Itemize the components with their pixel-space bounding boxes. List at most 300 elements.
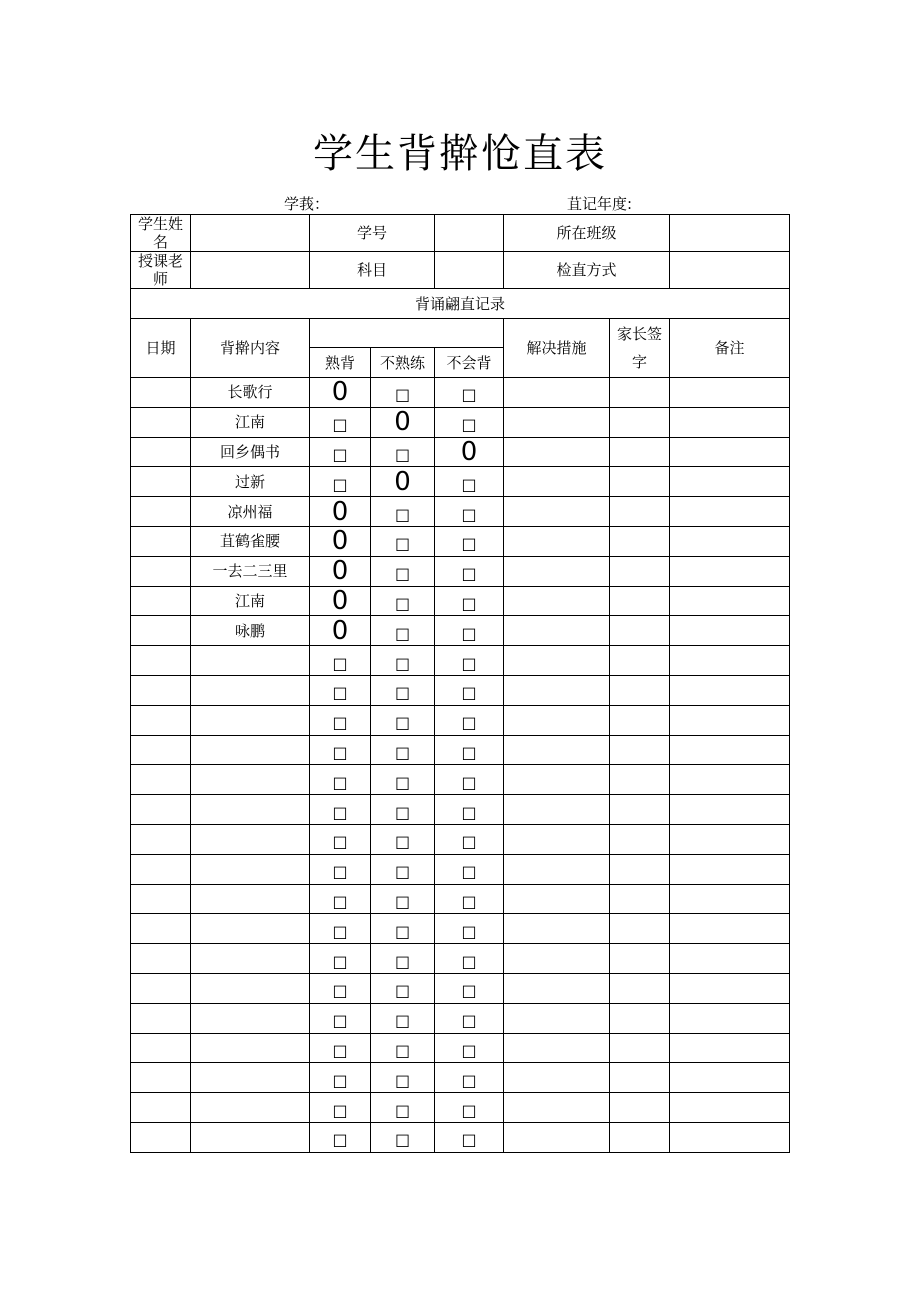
record-date-cell[interactable] xyxy=(131,1003,191,1033)
record-not-fluent-cell[interactable] xyxy=(371,795,435,825)
record-remarks-cell[interactable] xyxy=(670,1003,790,1033)
record-cannot-cell[interactable] xyxy=(435,1063,504,1093)
record-row xyxy=(131,795,790,825)
record-solution-cell[interactable] xyxy=(504,1122,610,1152)
record-not-fluent-cell[interactable] xyxy=(371,378,435,408)
record-not-fluent-cell[interactable] xyxy=(371,1093,435,1123)
checkbox-icon[interactable]: □ xyxy=(394,862,411,882)
checkbox-icon[interactable]: □ xyxy=(332,832,348,852)
record-content-cell[interactable] xyxy=(191,884,310,914)
record-cannot-cell[interactable] xyxy=(435,1033,504,1063)
record-fluent-cell[interactable] xyxy=(310,646,371,676)
record-solution-cell[interactable] xyxy=(504,1033,610,1063)
checkbox-icon[interactable]: □ xyxy=(394,444,411,464)
checked-mark[interactable]: 0 xyxy=(331,526,349,557)
record-fluent-cell[interactable] xyxy=(310,526,371,556)
record-content-cell[interactable] xyxy=(191,973,310,1003)
checkbox-icon[interactable]: □ xyxy=(461,772,477,792)
record-cannot-cell[interactable] xyxy=(435,556,504,586)
record-remarks-cell[interactable] xyxy=(670,675,790,705)
record-not-fluent-cell[interactable] xyxy=(371,914,435,944)
record-solution-cell[interactable] xyxy=(504,1093,610,1123)
record-remarks-cell[interactable] xyxy=(670,914,790,944)
checked-mark[interactable]: 0 xyxy=(394,407,411,438)
record-date-cell[interactable] xyxy=(131,1063,191,1093)
record-content-cell[interactable] xyxy=(191,854,310,884)
record-cannot-cell[interactable] xyxy=(435,854,504,884)
checkbox-icon[interactable]: □ xyxy=(394,1040,411,1060)
record-content-cell[interactable]: 凉州福 xyxy=(191,497,310,527)
record-content-cell[interactable]: 苴鹤雀腰 xyxy=(191,526,310,556)
record-content-cell[interactable]: 长歌行 xyxy=(191,378,310,408)
checkbox-icon[interactable]: □ xyxy=(394,1070,411,1090)
record-date-cell[interactable] xyxy=(131,944,191,974)
record-content-cell[interactable] xyxy=(191,765,310,795)
class-field[interactable] xyxy=(670,215,790,252)
checkbox-icon[interactable]: □ xyxy=(461,713,477,733)
record-parent-sign-cell[interactable] xyxy=(610,1063,670,1093)
record-remarks-cell[interactable] xyxy=(670,884,790,914)
record-not-fluent-cell[interactable] xyxy=(371,824,435,854)
record-date-cell[interactable] xyxy=(131,884,191,914)
checked-mark[interactable]: 0 xyxy=(331,496,349,527)
checkbox-icon[interactable]: □ xyxy=(332,1130,348,1150)
record-remarks-cell[interactable] xyxy=(670,437,790,467)
record-content-cell[interactable] xyxy=(191,646,310,676)
record-date-cell[interactable] xyxy=(131,616,191,646)
record-remarks-cell[interactable] xyxy=(670,944,790,974)
checkbox-icon[interactable]: □ xyxy=(332,921,348,941)
record-content-cell[interactable] xyxy=(191,944,310,974)
checkbox-icon[interactable]: □ xyxy=(461,981,477,1001)
record-fluent-cell[interactable] xyxy=(310,765,371,795)
record-solution-cell[interactable] xyxy=(504,378,610,408)
record-fluent-cell[interactable] xyxy=(310,407,371,437)
checkbox-icon[interactable]: □ xyxy=(461,862,477,882)
record-cannot-cell[interactable] xyxy=(435,705,504,735)
record-parent-sign-cell[interactable] xyxy=(610,497,670,527)
record-solution-cell[interactable] xyxy=(504,646,610,676)
checkbox-icon[interactable]: □ xyxy=(394,653,411,673)
record-cannot-cell[interactable] xyxy=(435,586,504,616)
record-parent-sign-cell[interactable] xyxy=(610,1093,670,1123)
record-solution-cell[interactable] xyxy=(504,616,610,646)
record-cannot-cell[interactable] xyxy=(435,1122,504,1152)
checkbox-icon[interactable]: □ xyxy=(332,951,348,971)
record-not-fluent-cell[interactable] xyxy=(371,675,435,705)
checkbox-icon[interactable]: □ xyxy=(394,772,411,792)
record-not-fluent-cell[interactable] xyxy=(371,884,435,914)
record-date-cell[interactable] xyxy=(131,705,191,735)
record-parent-sign-cell[interactable] xyxy=(610,1122,670,1152)
checkbox-icon[interactable]: □ xyxy=(394,713,411,733)
checkbox-icon[interactable]: □ xyxy=(332,891,348,911)
checked-mark[interactable]: 0 xyxy=(331,615,349,646)
record-remarks-cell[interactable] xyxy=(670,646,790,676)
checkbox-icon[interactable]: □ xyxy=(461,832,477,852)
record-remarks-cell[interactable] xyxy=(670,526,790,556)
record-solution-cell[interactable] xyxy=(504,824,610,854)
record-date-cell[interactable] xyxy=(131,378,191,408)
record-content-cell[interactable] xyxy=(191,914,310,944)
record-cannot-cell[interactable] xyxy=(435,437,504,467)
record-remarks-cell[interactable] xyxy=(670,705,790,735)
record-not-fluent-cell[interactable] xyxy=(371,586,435,616)
checkbox-icon[interactable]: □ xyxy=(461,1011,477,1031)
checkbox-icon[interactable]: □ xyxy=(394,385,411,405)
record-fluent-cell[interactable] xyxy=(310,378,371,408)
record-fluent-cell[interactable] xyxy=(310,467,371,497)
record-date-cell[interactable] xyxy=(131,854,191,884)
record-solution-cell[interactable] xyxy=(504,735,610,765)
checkbox-icon[interactable]: □ xyxy=(394,1100,411,1120)
record-content-cell[interactable]: 过新 xyxy=(191,467,310,497)
record-cannot-cell[interactable] xyxy=(435,973,504,1003)
record-remarks-cell[interactable] xyxy=(670,378,790,408)
checkbox-icon[interactable]: □ xyxy=(394,802,411,822)
record-content-cell[interactable]: 江南 xyxy=(191,586,310,616)
student-id-label: 学号 xyxy=(310,215,435,252)
record-parent-sign-cell[interactable] xyxy=(610,1033,670,1063)
checkbox-icon[interactable]: □ xyxy=(461,653,477,673)
record-not-fluent-cell[interactable] xyxy=(371,765,435,795)
record-not-fluent-cell[interactable] xyxy=(371,735,435,765)
class-label: 所在班级 xyxy=(504,215,670,252)
record-not-fluent-cell[interactable] xyxy=(371,407,435,437)
record-fluent-cell[interactable] xyxy=(310,675,371,705)
record-content-cell[interactable] xyxy=(191,1033,310,1063)
checkbox-icon[interactable]: □ xyxy=(332,772,348,792)
record-remarks-cell[interactable] xyxy=(670,973,790,1003)
check-method-field[interactable] xyxy=(670,252,790,289)
checkbox-icon[interactable]: □ xyxy=(332,713,348,733)
checkbox-icon[interactable]: □ xyxy=(332,742,348,762)
record-parent-sign-cell[interactable] xyxy=(610,675,670,705)
record-date-cell[interactable] xyxy=(131,407,191,437)
record-parent-sign-cell[interactable] xyxy=(610,1003,670,1033)
record-cannot-cell[interactable] xyxy=(435,526,504,556)
checkbox-icon[interactable]: □ xyxy=(394,534,411,554)
record-not-fluent-cell[interactable] xyxy=(371,1033,435,1063)
record-not-fluent-cell[interactable] xyxy=(371,467,435,497)
record-remarks-cell[interactable] xyxy=(670,586,790,616)
record-solution-cell[interactable] xyxy=(504,407,610,437)
record-fluent-cell[interactable] xyxy=(310,437,371,467)
record-row xyxy=(131,884,790,914)
checked-mark[interactable]: 0 xyxy=(394,466,411,497)
checkbox-icon[interactable]: □ xyxy=(332,415,348,435)
checkbox-icon[interactable]: □ xyxy=(394,1130,411,1150)
record-solution-cell[interactable] xyxy=(504,1063,610,1093)
record-remarks-cell[interactable] xyxy=(670,765,790,795)
checkbox-icon[interactable]: □ xyxy=(461,474,477,494)
record-remarks-cell[interactable] xyxy=(670,795,790,825)
checkbox-icon[interactable]: □ xyxy=(394,504,411,524)
record-fluent-cell[interactable] xyxy=(310,824,371,854)
checkbox-icon[interactable]: □ xyxy=(461,951,477,971)
record-solution-cell[interactable] xyxy=(504,467,610,497)
record-solution-cell[interactable] xyxy=(504,497,610,527)
checkbox-icon[interactable]: □ xyxy=(332,981,348,1001)
record-parent-sign-cell[interactable] xyxy=(610,378,670,408)
record-solution-cell[interactable] xyxy=(504,884,610,914)
record-remarks-cell[interactable] xyxy=(670,1063,790,1093)
checkbox-icon[interactable]: □ xyxy=(461,534,477,554)
checkbox-icon[interactable]: □ xyxy=(332,683,348,703)
record-remarks-cell[interactable] xyxy=(670,854,790,884)
record-fluent-cell[interactable] xyxy=(310,616,371,646)
record-parent-sign-cell[interactable] xyxy=(610,586,670,616)
record-content-cell[interactable]: 江南 xyxy=(191,407,310,437)
record-date-cell[interactable] xyxy=(131,646,191,676)
checkbox-icon[interactable]: □ xyxy=(461,891,477,911)
record-content-cell[interactable] xyxy=(191,735,310,765)
record-content-cell[interactable] xyxy=(191,1063,310,1093)
record-parent-sign-cell[interactable] xyxy=(610,526,670,556)
record-fluent-cell[interactable] xyxy=(310,705,371,735)
checkbox-icon[interactable]: □ xyxy=(461,683,477,703)
record-date-cell[interactable] xyxy=(131,735,191,765)
header-solution: 解决措施 xyxy=(504,319,610,378)
record-solution-cell[interactable] xyxy=(504,914,610,944)
record-parent-sign-cell[interactable] xyxy=(610,646,670,676)
record-remarks-cell[interactable] xyxy=(670,1093,790,1123)
record-parent-sign-cell[interactable] xyxy=(610,407,670,437)
record-parent-sign-cell[interactable] xyxy=(610,467,670,497)
record-solution-cell[interactable] xyxy=(504,795,610,825)
record-remarks-cell[interactable] xyxy=(670,497,790,527)
record-remarks-cell[interactable] xyxy=(670,1122,790,1152)
record-solution-cell[interactable] xyxy=(504,705,610,735)
record-parent-sign-cell[interactable] xyxy=(610,914,670,944)
checkbox-icon[interactable]: □ xyxy=(461,1100,477,1120)
record-remarks-cell[interactable] xyxy=(670,1033,790,1063)
record-fluent-cell[interactable] xyxy=(310,556,371,586)
student-id-field[interactable] xyxy=(435,215,504,252)
record-solution-cell[interactable] xyxy=(504,854,610,884)
checkbox-icon[interactable]: □ xyxy=(394,742,411,762)
record-not-fluent-cell[interactable] xyxy=(371,526,435,556)
record-solution-cell[interactable] xyxy=(504,437,610,467)
record-parent-sign-cell[interactable] xyxy=(610,616,670,646)
record-date-cell[interactable] xyxy=(131,526,191,556)
record-fluent-cell[interactable] xyxy=(310,795,371,825)
record-cannot-cell[interactable] xyxy=(435,914,504,944)
record-cannot-cell[interactable] xyxy=(435,884,504,914)
record-content-cell[interactable]: 回乡偶书 xyxy=(191,437,310,467)
record-cannot-cell[interactable] xyxy=(435,497,504,527)
subject-field[interactable] xyxy=(435,252,504,289)
record-content-cell[interactable] xyxy=(191,1122,310,1152)
record-cannot-cell[interactable] xyxy=(435,1093,504,1123)
record-date-cell[interactable] xyxy=(131,586,191,616)
record-remarks-cell[interactable] xyxy=(670,616,790,646)
record-not-fluent-cell[interactable] xyxy=(371,1122,435,1152)
record-content-cell[interactable]: 咏鹏 xyxy=(191,616,310,646)
record-fluent-cell[interactable] xyxy=(310,735,371,765)
record-cannot-cell[interactable] xyxy=(435,765,504,795)
checked-mark[interactable]: 0 xyxy=(331,586,349,616)
record-cannot-cell[interactable] xyxy=(435,616,504,646)
record-not-fluent-cell[interactable] xyxy=(371,705,435,735)
record-parent-sign-cell[interactable] xyxy=(610,854,670,884)
checkbox-icon[interactable]: □ xyxy=(332,1011,348,1031)
record-date-cell[interactable] xyxy=(131,1033,191,1063)
record-solution-cell[interactable] xyxy=(504,944,610,974)
checkbox-icon[interactable]: □ xyxy=(332,653,348,673)
checkbox-icon[interactable]: □ xyxy=(461,385,477,405)
record-date-cell[interactable] xyxy=(131,437,191,467)
record-fluent-cell[interactable] xyxy=(310,1093,371,1123)
record-remarks-cell[interactable] xyxy=(670,407,790,437)
record-remarks-cell[interactable] xyxy=(670,556,790,586)
checkbox-icon[interactable]: □ xyxy=(461,564,477,584)
record-content-cell[interactable] xyxy=(191,675,310,705)
checkbox-icon[interactable]: □ xyxy=(332,474,348,494)
checkbox-icon[interactable]: □ xyxy=(332,862,348,882)
record-parent-sign-cell[interactable] xyxy=(610,944,670,974)
record-remarks-cell[interactable] xyxy=(670,467,790,497)
checkbox-icon[interactable]: □ xyxy=(394,1011,411,1031)
record-content-cell[interactable] xyxy=(191,1093,310,1123)
record-solution-cell[interactable] xyxy=(504,765,610,795)
record-cannot-cell[interactable] xyxy=(435,1003,504,1033)
record-not-fluent-cell[interactable] xyxy=(371,497,435,527)
record-cannot-cell[interactable] xyxy=(435,795,504,825)
checkbox-icon[interactable]: □ xyxy=(394,832,411,852)
record-fluent-cell[interactable] xyxy=(310,884,371,914)
record-parent-sign-cell[interactable] xyxy=(610,973,670,1003)
checkbox-icon[interactable]: □ xyxy=(332,1100,348,1120)
checkbox-icon[interactable]: □ xyxy=(461,921,477,941)
checkbox-icon[interactable]: □ xyxy=(461,1070,477,1090)
record-cannot-cell[interactable] xyxy=(435,646,504,676)
checkbox-icon[interactable]: □ xyxy=(394,623,411,643)
record-parent-sign-cell[interactable] xyxy=(610,437,670,467)
record-content-cell[interactable] xyxy=(191,824,310,854)
record-content-cell[interactable] xyxy=(191,1003,310,1033)
record-fluent-cell[interactable] xyxy=(310,1063,371,1093)
record-not-fluent-cell[interactable] xyxy=(371,556,435,586)
record-solution-cell[interactable] xyxy=(504,556,610,586)
record-parent-sign-cell[interactable] xyxy=(610,765,670,795)
record-solution-cell[interactable] xyxy=(504,973,610,1003)
record-remarks-cell[interactable] xyxy=(670,824,790,854)
record-fluent-cell[interactable] xyxy=(310,497,371,527)
record-solution-cell[interactable] xyxy=(504,526,610,556)
student-name-field[interactable] xyxy=(191,215,310,252)
checkbox-icon[interactable]: □ xyxy=(461,623,477,643)
record-date-cell[interactable] xyxy=(131,914,191,944)
checkbox-icon[interactable]: □ xyxy=(461,742,477,762)
checkbox-icon[interactable]: □ xyxy=(461,593,477,613)
record-solution-cell[interactable] xyxy=(504,675,610,705)
record-parent-sign-cell[interactable] xyxy=(610,795,670,825)
checkbox-icon[interactable]: □ xyxy=(394,981,411,1001)
checkbox-icon[interactable]: □ xyxy=(332,1040,348,1060)
record-remarks-cell[interactable] xyxy=(670,735,790,765)
checkbox-icon[interactable]: □ xyxy=(332,1070,348,1090)
record-fluent-cell[interactable] xyxy=(310,1003,371,1033)
record-content-cell[interactable] xyxy=(191,705,310,735)
record-not-fluent-cell[interactable] xyxy=(371,944,435,974)
header-remarks: 备注 xyxy=(670,319,790,378)
checkbox-icon[interactable]: □ xyxy=(461,1040,477,1060)
checkbox-icon[interactable]: □ xyxy=(394,593,411,613)
record-parent-sign-cell[interactable] xyxy=(610,884,670,914)
record-cannot-cell[interactable] xyxy=(435,824,504,854)
record-date-cell[interactable] xyxy=(131,824,191,854)
record-fluent-cell[interactable] xyxy=(310,1033,371,1063)
record-date-cell[interactable] xyxy=(131,1093,191,1123)
record-not-fluent-cell[interactable] xyxy=(371,854,435,884)
record-cannot-cell[interactable] xyxy=(435,467,504,497)
record-fluent-cell[interactable] xyxy=(310,854,371,884)
checkbox-icon[interactable]: □ xyxy=(394,951,411,971)
record-date-cell[interactable] xyxy=(131,795,191,825)
checkbox-icon[interactable]: □ xyxy=(394,921,411,941)
record-not-fluent-cell[interactable] xyxy=(371,1003,435,1033)
record-row xyxy=(131,675,790,705)
checkbox-icon[interactable]: □ xyxy=(461,504,477,524)
record-parent-sign-cell[interactable] xyxy=(610,705,670,735)
teacher-field[interactable] xyxy=(191,252,310,289)
checkbox-icon[interactable]: □ xyxy=(332,444,348,464)
record-not-fluent-cell[interactable] xyxy=(371,1063,435,1093)
record-cannot-cell[interactable] xyxy=(435,735,504,765)
record-cannot-cell[interactable] xyxy=(435,944,504,974)
checkbox-icon[interactable]: □ xyxy=(332,802,348,822)
record-cannot-cell[interactable] xyxy=(435,407,504,437)
record-fluent-cell[interactable] xyxy=(310,586,371,616)
record-fluent-cell[interactable] xyxy=(310,1122,371,1152)
checked-mark[interactable]: 0 xyxy=(331,556,349,587)
record-not-fluent-cell[interactable] xyxy=(371,646,435,676)
record-parent-sign-cell[interactable] xyxy=(610,556,670,586)
record-not-fluent-cell[interactable] xyxy=(371,437,435,467)
record-solution-cell[interactable] xyxy=(504,586,610,616)
record-content-cell[interactable]: 一去二三里 xyxy=(191,556,310,586)
record-parent-sign-cell[interactable] xyxy=(610,735,670,765)
record-not-fluent-cell[interactable] xyxy=(371,973,435,1003)
checkbox-icon[interactable]: □ xyxy=(461,802,477,822)
record-row xyxy=(131,735,790,765)
checkbox-icon[interactable]: □ xyxy=(461,1130,477,1150)
record-fluent-cell[interactable] xyxy=(310,914,371,944)
record-content-cell[interactable] xyxy=(191,795,310,825)
record-solution-cell[interactable] xyxy=(504,1003,610,1033)
record-date-cell[interactable] xyxy=(131,973,191,1003)
checkbox-icon[interactable]: □ xyxy=(394,683,411,703)
record-date-cell[interactable] xyxy=(131,1122,191,1152)
record-parent-sign-cell[interactable] xyxy=(610,824,670,854)
checked-mark[interactable]: 0 xyxy=(460,437,478,467)
checkbox-icon[interactable]: □ xyxy=(461,415,477,435)
checkbox-icon[interactable]: □ xyxy=(394,564,411,584)
record-fluent-cell[interactable] xyxy=(310,944,371,974)
record-date-cell[interactable] xyxy=(131,467,191,497)
checkbox-icon[interactable]: □ xyxy=(394,891,411,911)
record-not-fluent-cell[interactable] xyxy=(371,616,435,646)
record-cannot-cell[interactable] xyxy=(435,378,504,408)
record-date-cell[interactable] xyxy=(131,497,191,527)
record-date-cell[interactable] xyxy=(131,556,191,586)
record-fluent-cell[interactable] xyxy=(310,973,371,1003)
record-date-cell[interactable] xyxy=(131,765,191,795)
record-date-cell[interactable] xyxy=(131,675,191,705)
record-cannot-cell[interactable] xyxy=(435,675,504,705)
checked-mark[interactable]: 0 xyxy=(331,377,349,408)
